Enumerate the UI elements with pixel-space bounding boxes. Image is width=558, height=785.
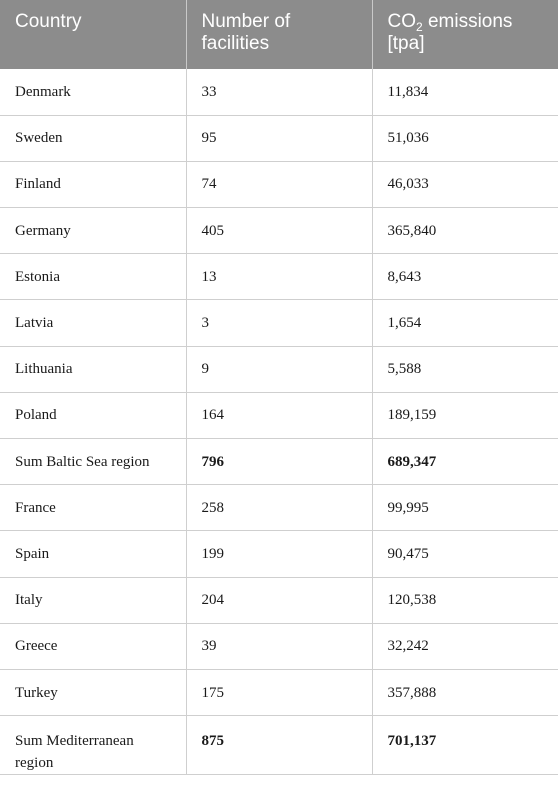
header-emissions-suffix: emissions [tpa] [387,11,513,54]
table-row [0,346,558,392]
table-row [0,161,558,207]
table-row [0,208,558,254]
cell-emissions: 5,588 [372,346,558,392]
table-row [0,669,558,715]
table-row [0,577,558,623]
cell-country: Poland [0,392,186,438]
cell-emissions: 120,538 [372,577,558,623]
cell-country: Lithuania [0,346,186,392]
cell-emissions: 189,159 [372,392,558,438]
table-row [0,254,558,300]
cell-country: Sum Mediterranean region [0,716,186,775]
cell-country: Spain [0,531,186,577]
cell-emissions: 11,834 [372,69,558,115]
table-row-subtotal [0,439,558,485]
cell-country: Greece [0,623,186,669]
table-row [0,531,558,577]
cell-facilities: 9 [186,346,372,392]
header-emissions-subscript: 2 [416,20,423,34]
header-facilities: Number of facilities [186,0,372,69]
cell-country: Germany [0,208,186,254]
cell-emissions: 1,654 [372,300,558,346]
cell-facilities: 175 [186,669,372,715]
cell-emissions: 99,995 [372,485,558,531]
cell-facilities: 95 [186,115,372,161]
header-emissions-prefix: CO [387,11,416,32]
table-row [0,623,558,669]
table-row-subtotal [0,716,558,775]
cell-country: Sweden [0,115,186,161]
cell-emissions: 701,137 [372,716,558,775]
table-row [0,69,558,115]
cell-facilities: 796 [186,439,372,485]
cell-emissions: 51,036 [372,115,558,161]
cell-country: Sum Baltic Sea region [0,439,186,485]
cell-country: Italy [0,577,186,623]
cell-facilities: 33 [186,69,372,115]
table-row [0,115,558,161]
table-row [0,300,558,346]
table-header [0,0,558,69]
cell-facilities: 199 [186,531,372,577]
cell-emissions: 357,888 [372,669,558,715]
cell-facilities: 258 [186,485,372,531]
cell-facilities: 204 [186,577,372,623]
cell-country: Estonia [0,254,186,300]
cell-facilities: 875 [186,716,372,775]
cell-facilities: 3 [186,300,372,346]
table-row [0,392,558,438]
cell-emissions: 365,840 [372,208,558,254]
cell-country: Turkey [0,669,186,715]
cell-emissions: 46,033 [372,161,558,207]
cell-emissions: 8,643 [372,254,558,300]
cell-emissions: 90,475 [372,531,558,577]
cell-country: Finland [0,161,186,207]
cell-emissions: 689,347 [372,439,558,485]
cell-country: Denmark [0,69,186,115]
header-row [0,0,558,69]
table-body [0,69,558,775]
cell-facilities: 13 [186,254,372,300]
table-row [0,485,558,531]
cell-facilities: 39 [186,623,372,669]
cell-facilities: 405 [186,208,372,254]
header-country: Country [15,11,82,32]
cell-emissions: 32,242 [372,623,558,669]
cell-facilities: 74 [186,161,372,207]
header-emissions [372,0,558,69]
cell-country: France [0,485,186,531]
cell-country: Latvia [0,300,186,346]
cell-facilities: 164 [186,392,372,438]
